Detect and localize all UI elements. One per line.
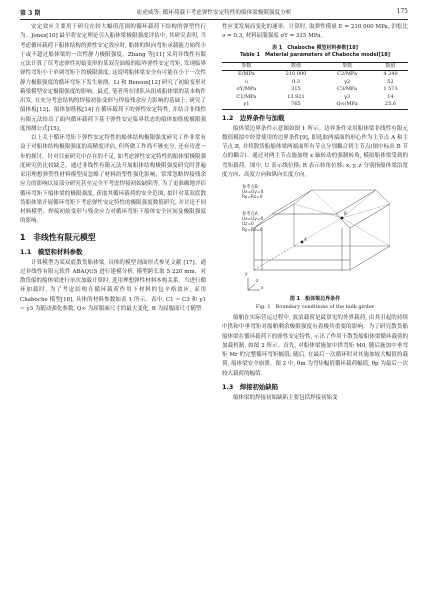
table-row <box>222 86 408 94</box>
subsection-1-2-title: 1.2 边界条件与加载 <box>222 113 285 122</box>
table-cell: C3/MPa <box>337 86 358 92</box>
table-cell: 13 921 <box>287 93 305 100</box>
table-header-cell: 参数 <box>222 62 271 71</box>
table-row <box>222 101 408 109</box>
table-cell: Q∞/MPa <box>321 101 373 109</box>
subsection-1-3-title: 1.3 焊接初始缺陷 <box>222 382 279 391</box>
table-cell: 25.6 <box>373 101 408 109</box>
table-cell: C2/MPa <box>337 71 358 77</box>
table-caption-cn: 表 1 Chaboche 模型材料参数[18] <box>271 44 359 51</box>
table-cell: E/MPa <box>238 71 255 77</box>
figure-1-caption <box>222 296 408 311</box>
table-row <box>222 94 408 102</box>
subsection-1-1-title: 1.1 模型和材料参数 <box>20 247 83 256</box>
node-a-label: A <box>304 238 307 243</box>
loading-paragraph: 船舶在实际营运过程中, 波浪载荷是最常见的外界载荷, 由其引起的持续中拱和中垂弯矩对船舶剩余极限强度有着极其重要的影响。为了研究散货船船体梁在循环载荷下的弹性安定特性, 示出了作用于散货船船体梁循环载荷的加载机制, 如图 2 所示。首先, 对船体梁施加中拱弯矩 M0, 随后施加中垂弯矩 Mr 的完整循环弯矩幅值; 随后, 在最后一次循环时对其施加较大幅值的载荷, 船体梁安全崩溃。图 2 中, θm 为弯矩幅值循环载荷幅值, θp 为最后一次较大载荷的幅值。 <box>222 315 408 377</box>
table-cell: 52 <box>387 78 394 85</box>
material-paragraph: 性应变发展而变化的速率。计算时, 取弹性模量 E = 210 000 MPa, 泊松比 υ = 0.3, 材料屈服强度 σY = 315 MPa。 <box>222 24 408 40</box>
axis-x-label: x <box>261 286 264 291</box>
running-title: 崔虎威等: 循环荷载下考虑弹性安定特性的船体梁极限强度分析 <box>136 10 292 16</box>
table-cell: 765 <box>271 101 322 109</box>
axis-z-label: z <box>256 279 259 284</box>
table-cell: C1/MPa <box>236 93 257 100</box>
table-1-caption <box>222 45 408 60</box>
figure-caption-cn: 图 1 船体梁边界条件 <box>289 296 341 302</box>
table-cell: 0.3 <box>291 78 300 85</box>
page-number: 175 <box>396 8 408 15</box>
table-caption-en: Table 1 Material parameters of Chaboche model[18] <box>239 52 391 58</box>
node-b-label: B <box>344 212 347 217</box>
table-cell: γ1 <box>222 101 271 109</box>
node-a-marker <box>301 241 304 244</box>
table-row <box>222 79 408 87</box>
boundary-paragraph: 船体梁边界条件示意图如图 1 所示。边界条件采用船体梁非线性有限元数值模拟中经常使用的边界条件[9], 即选取两端面的形心作为主节点 A 和主节点 B, 并将散货船船体梁两端面所有节点分别耦合到主节点(图中标出 B 节点的耦合)。通过对两主节点施加绕 x 轴转动的强制转角, 模拟船体梁受到的弯矩载荷。图中, U 表示线位移; R 表示转角位移; x, y, z 分别指船体梁沿宽度方向、高度方向和纵向长度方向。 <box>222 125 408 178</box>
chaboche-parameter-table <box>222 62 408 110</box>
figure-1-boundary-conditions <box>240 182 390 294</box>
axis-y-label: y <box>245 272 248 277</box>
table-header-cell: 数值 <box>373 62 408 71</box>
issue-number: 第 3 期 <box>20 10 41 17</box>
intro-paragraph-1: 安定效应主要用于研究在较大幅值范围的循环载荷下结构的弹塑性行为。Jones[10] 最早将安定理论引入船体梁极限强度评估中, 其研究表明, 当考虑循环载荷下船体结构的弹性安定效应时, 船体的纵向弯矩承载能力始终小于或不超过船体梁的一次性静力极限强度。Zhang 等[11] 采用非线性有限元法计算了仅考虑弹性初始变形的某双壳油船的临界弹性安定弯矩, 发现临界弹性弯矩小于单调弯矩下的极限强度, 这说明船体梁安全有可能在小于一次性静力极限强度的循环弯矩下发生崩溃。Li 和 Benson[12] 研究了初始变形对箱梁模型安定极限强度的影响。最近, 笔者所在团队从组成船体梁的基本构件出发, 在充分考虑结构的焊接初始变形与焊接残余应力影响的基础上, 研究了船体板[13]、船体加筋板[14] 在循环载荷下的弹性安定特性, 并结合非线性有限元法给出了面内循环载荷下基于弹性安定临界状态的船体加筋板极限强度预测公式[15]。 <box>20 24 206 132</box>
table-cell: υ <box>244 78 248 85</box>
table-row <box>222 71 408 79</box>
reference-point-b-label: 参考点B Ux=Uy=0 Ry=Rz=0 <box>242 185 264 201</box>
table-cell: γ2 <box>344 78 351 85</box>
table-cell: 4 240 <box>383 71 398 77</box>
table-cell: 14 <box>387 93 394 100</box>
imperfection-paragraph: 船体梁的焊接初始缺陷主要包括焊接初始变 <box>233 394 338 401</box>
reference-point-a-label: 参考点A Ux=Uy=0 Uz=0 Ry=Rz=0 <box>242 212 264 233</box>
table-cell: γ3 <box>344 93 351 100</box>
table-cell: 210 000 <box>285 71 307 77</box>
node-b-marker <box>341 217 344 220</box>
table-header-row <box>222 62 408 71</box>
header-rule <box>20 19 408 20</box>
table-header-cell: 参数 <box>321 62 373 71</box>
table-cell: 1 573 <box>383 86 398 92</box>
table-cell: 315 <box>291 86 301 92</box>
section-1-title: 1 非线性有限元模型 <box>20 232 96 242</box>
left-column <box>20 23 206 314</box>
right-column <box>222 23 408 403</box>
table-cell: σY/MPa <box>236 86 257 92</box>
page-header <box>20 7 408 19</box>
intro-paragraph-2: 以上关于循环弯矩下弹性安定特性的船体结构极限强度研究工作非常有益于对船体结构极限强度的高精度评估, 但所做工作尚不够充分, 还有待进一步的探讨。针对目前研究中存在的不足, 如考虑弹性安定特性的船体梁极限强度研究仍比较缺乏、通过非线性有限元法开展船体结构极限强度研究时普遍采用理想弹塑性材料模型而忽略了材料的塑性强化影响、常常忽略焊接残余应力的影响以及部分研究甚至完全不考虑焊接初始缺陷等, 为了更准确地评估循环弯矩下船体梁的极限强度, 获取其循环载荷的安全范围, 拟针对某双底散货船体梁开展循环弯矩下考虑弹性安定特性的极限强度数值研究, 并讨论不同材料模型、焊接初始变形与残余应力对循环弯矩下船体安全区间及极限强度的影响。 <box>20 135 206 225</box>
model-paragraph: 计算模型为某双底散货船体梁, 具体的模型剖面形式参见文献 [17]。通过非线性有限元软件 ABAQUS 进行建模分析, 模型跨长取 5 220 mm。对散货船的船体梁进行单次加载计算时, 选用理想弹性材料本构关系。当进行循环加载时, 为了考虑结构在循环载荷作用下材料的包辛格效应, 采用 Chaboche 模型[18], 具体的材料参数如表 1 所示。表中, C1 ~ C3 和 γ1 ~ γ3 为随动强化参数, Q∞ 为屈服面尺寸的最大变化, B 为屈服面尺寸随塑 <box>20 259 206 312</box>
table-header-cell: 数值 <box>271 62 322 71</box>
figure-caption-en: Fig. 1 Boundary conditions of the bulk girder <box>255 303 375 310</box>
